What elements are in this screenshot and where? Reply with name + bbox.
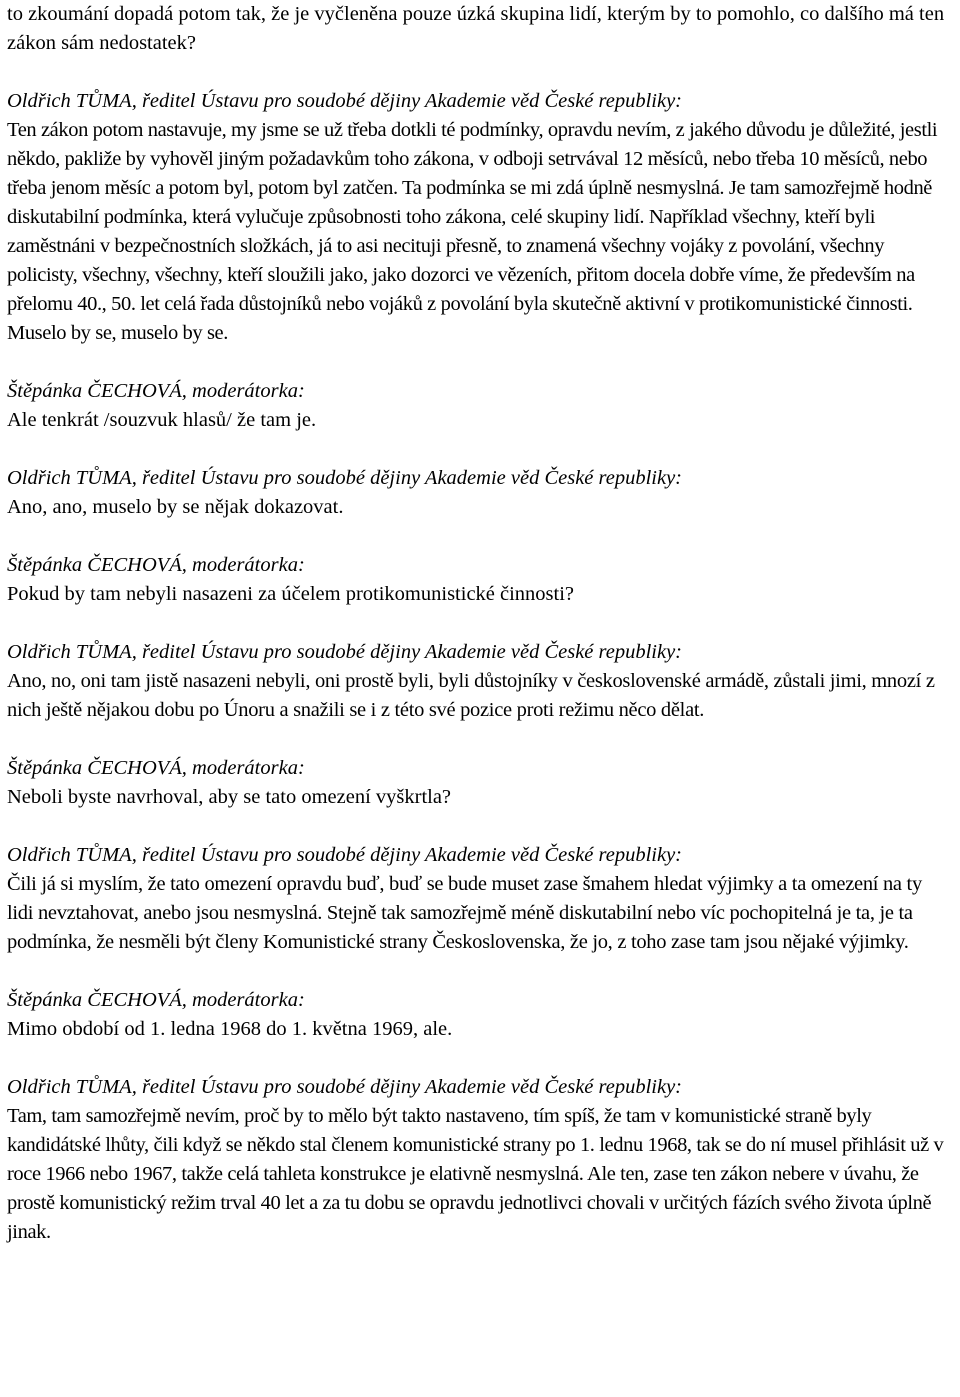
paragraph-continued: to zkoumání dopadá potom tak, že je vyčleněna pouze úzká skupina lidí, kterým by to pomohlo, co dalšího má ten zákon sám nedostatek? <box>7 3 945 54</box>
speaker-label: Oldřich TŮMA, ředitel Ústavu pro soudobé dějiny Akademie věd České republiky: <box>7 467 682 489</box>
speaker-label: Oldřich TŮMA, ředitel Ústavu pro soudobé dějiny Akademie věd České republiky: <box>7 844 682 866</box>
speaker-label: Štěpánka ČECHOVÁ, moderátorka: <box>7 380 305 402</box>
speaker-label: Štěpánka ČECHOVÁ, moderátorka: <box>7 757 305 779</box>
speech-paragraph: Ano, ano, muselo by se nějak dokazovat. <box>7 496 344 518</box>
speaker-label: Oldřich TŮMA, ředitel Ústavu pro soudobé dějiny Akademie věd České republiky: <box>7 641 682 663</box>
speaker-label: Štěpánka ČECHOVÁ, moderátorka: <box>7 554 305 576</box>
speech-paragraph: Mimo období od 1. ledna 1968 do 1. května 1969, ale. <box>7 1018 453 1040</box>
speech-paragraph: Ten zákon potom nastavuje, my jsme se už třeba dotkli té podmínky, opravdu nevím, z jakého důvodu je důležité, jestli někdo, pakliže by vyhověl jiným požadavkům toho zákona, v odboji setrvával 12 měsíců, nebo třeba 10 měsíců, nebo třeba jenom měsíc a potom byl, potom byl zatčen. Ta podmínka se mi zdá úplně nesmyslná. Je tam samozřejmě hodně diskutabilní podmínka, která vylučuje způsobnosti toho zákona, celé skupiny lidí. Například všechny, kteří byli zaměstnáni v bezpečnostních složkách, já to asi necituji přesně, to znamená všechny vojáky z povolání, všechny policisty, všechny, všechny, kteří sloužili jako, jako dozorci ve vězeních, přitom docela dobře víme, že především na přelomu 40., 50. let celá řada důstojníků nebo vojáků z povolání byla skutečně aktivní v protikomunistické činnosti. Muselo by se, muselo by se. <box>7 119 938 344</box>
speaker-label: Oldřich TŮMA, ředitel Ústavu pro soudobé dějiny Akademie věd České republiky: <box>7 1076 682 1098</box>
speech-paragraph: Ano, no, oni tam jistě nasazeni nebyli, oni prostě byli, byli důstojníky v československé armádě, zůstali jimi, mnozí z nich ještě nějakou dobu po Únoru a snažili se i z této své pozice proti režimu něco dělat. <box>7 670 935 721</box>
speech-paragraph: Neboli byste navrhoval, aby se tato omezení vyškrtla? <box>7 786 452 808</box>
speech-paragraph: Pokud by tam nebyli nasazeni za účelem protikomunistické činnosti? <box>7 583 575 605</box>
speech-paragraph: Tam, tam samozřejmě nevím, proč by to mělo být takto nastaveno, tím spíš, že tam v komunistické straně byly kandidátské lhůty, čili když se někdo stal členem komunistické strany po 1. lednu 1968, tak se do ní musel přihlásit už v roce 1966 nebo 1967, takže celá tahleta konstrukce je elativně nesmyslná. Ale ten, zase ten zákon nebere v úvahu, že prostě komunistický režim trval 40 let a za tu dobu se opravdu jednotlivci chovali v určitých fázích svého života úplně jinak. <box>7 1105 944 1243</box>
speech-paragraph: Ale tenkrát /souzvuk hlasů/ že tam je. <box>7 409 317 431</box>
speaker-label: Oldřich TŮMA, ředitel Ústavu pro soudobé dějiny Akademie věd České republiky: <box>7 90 682 112</box>
speaker-label: Štěpánka ČECHOVÁ, moderátorka: <box>7 989 305 1011</box>
speech-paragraph: Čili já si myslím, že tato omezení opravdu buď, buď se bude muset zase šmahem hledat výjimky a ta omezení na ty lidi nevztahovat, anebo jsou nesmyslná. Stejně tak samozřejmě méně diskutabilní nebo víc pochopitelná je ta, je ta podmínka, že nesměli být členy Komunistické strany Československa, že jo, z toho zase tam jsou nějaké výjimky. <box>7 873 922 953</box>
